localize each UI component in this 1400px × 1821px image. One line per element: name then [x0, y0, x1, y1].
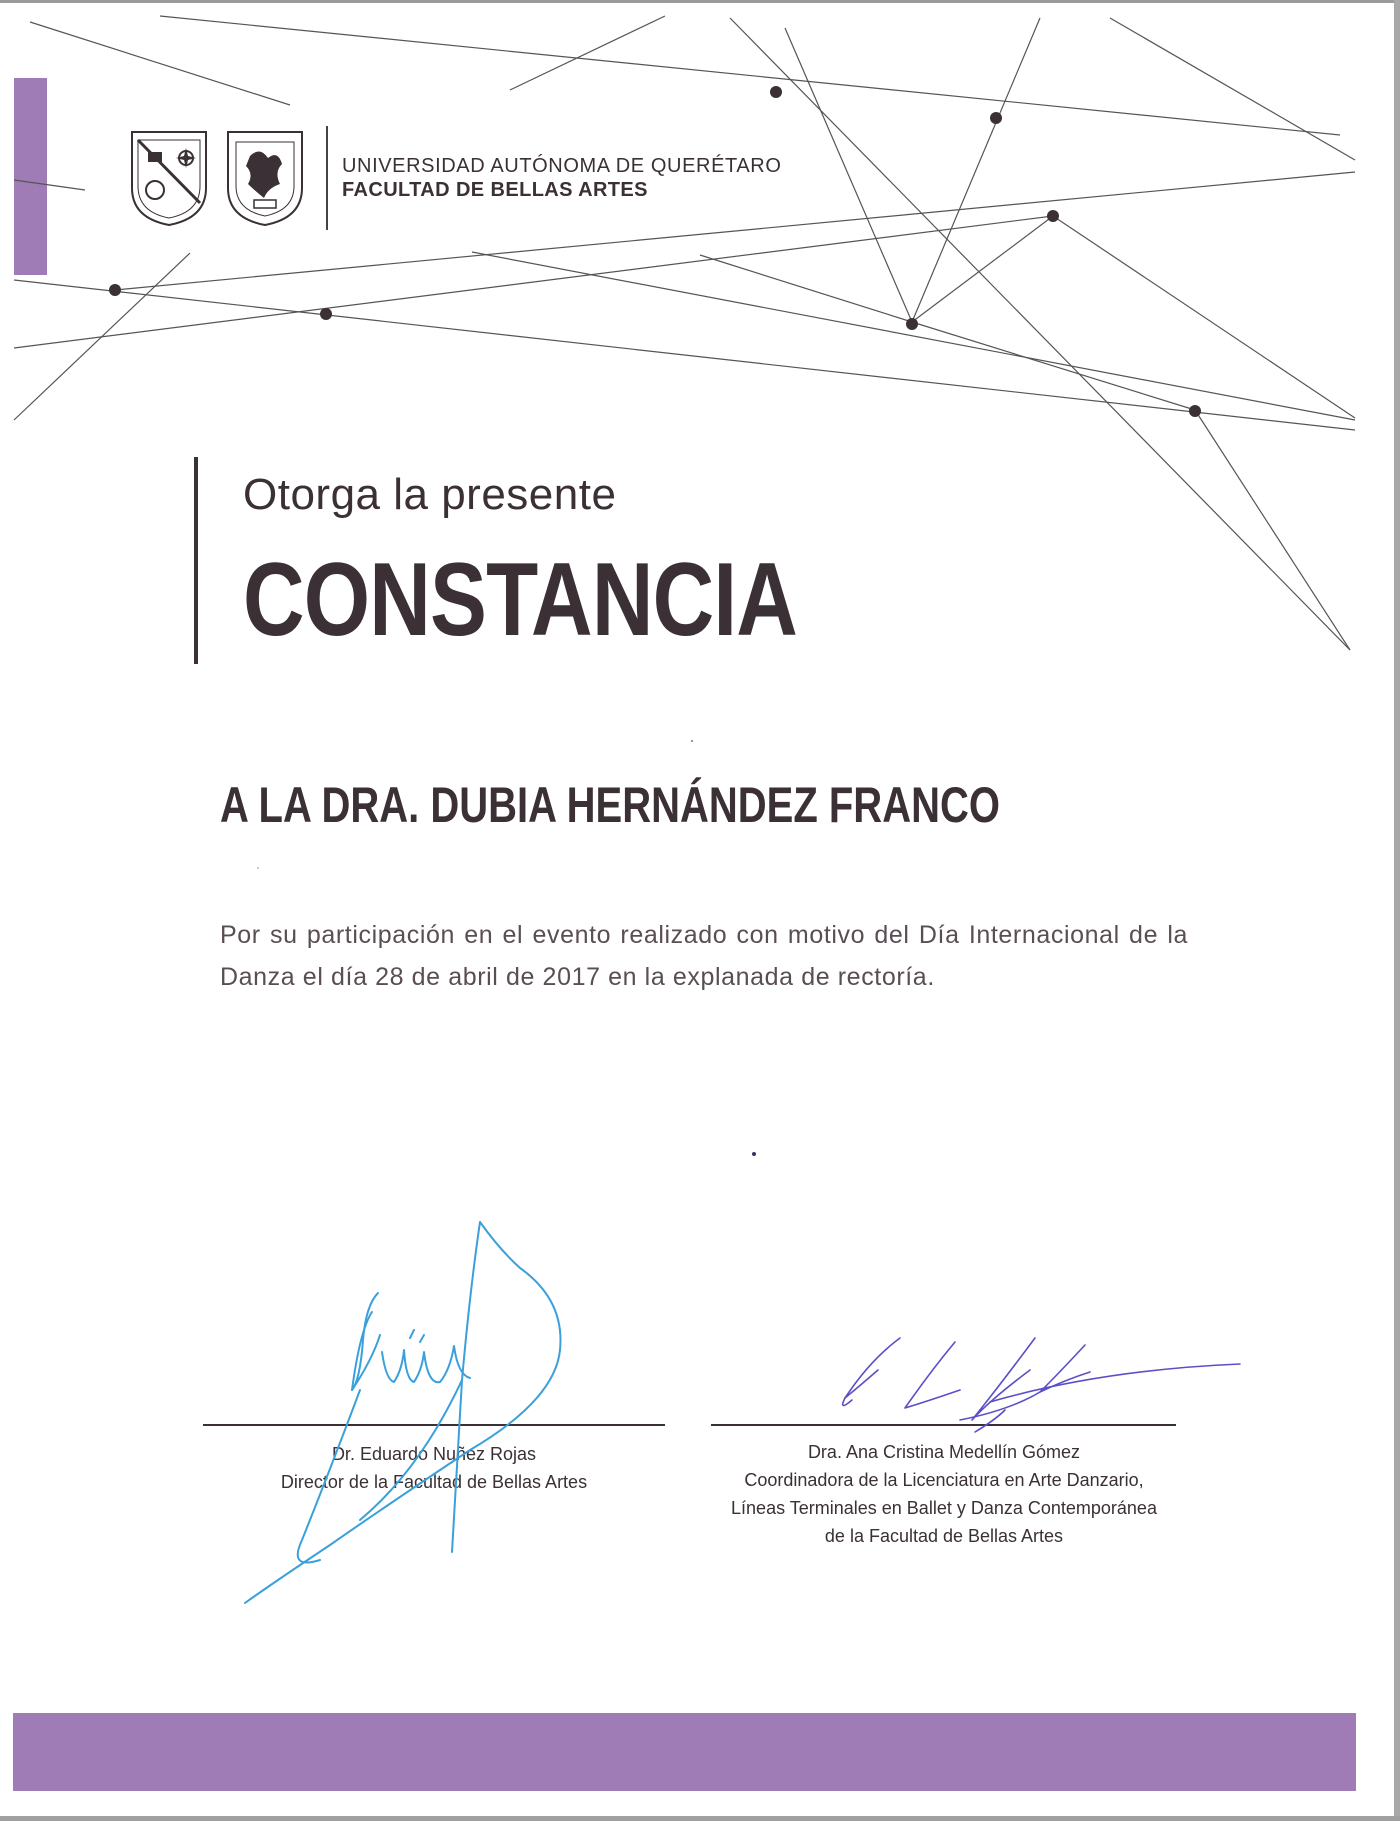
- signatory-right-role-3: de la Facultad de Bellas Artes: [824, 1526, 1064, 1546]
- title-intro: Otorga la presente: [243, 470, 617, 519]
- faculty-name: FACULTAD DE BELLAS ARTES: [342, 179, 648, 201]
- signatory-right-role-2: Líneas Terminales en Ballet y Danza Contemporánea: [731, 1498, 1157, 1518]
- signatory-right-role-1: Coordinadora de la Licenciatura en Arte Danzario,: [744, 1470, 1144, 1490]
- document-title: CONSTANCIA: [243, 542, 797, 658]
- purple-footer-bar: [13, 1713, 1356, 1791]
- signatory-left-name: Dr. Eduardo Nuñez Rojas: [331, 1444, 537, 1464]
- signatory-right-name: Dra. Ana Cristina Medellín Gómez: [807, 1442, 1081, 1462]
- certificate-body-text: Por su participación en el evento realizado con motivo del Día Internacional de la Danza el día 28 de abril de 2017 en la explanada de rectoría.: [220, 921, 1188, 991]
- university-name: UNIVERSIDAD AUTÓNOMA DE QUERÉTARO: [342, 155, 782, 177]
- recipient-name: A LA DRA. DUBIA HERNÁNDEZ FRANCO: [220, 777, 1000, 833]
- signatory-left-role: Director de la Facultad de Bellas Artes: [280, 1472, 588, 1492]
